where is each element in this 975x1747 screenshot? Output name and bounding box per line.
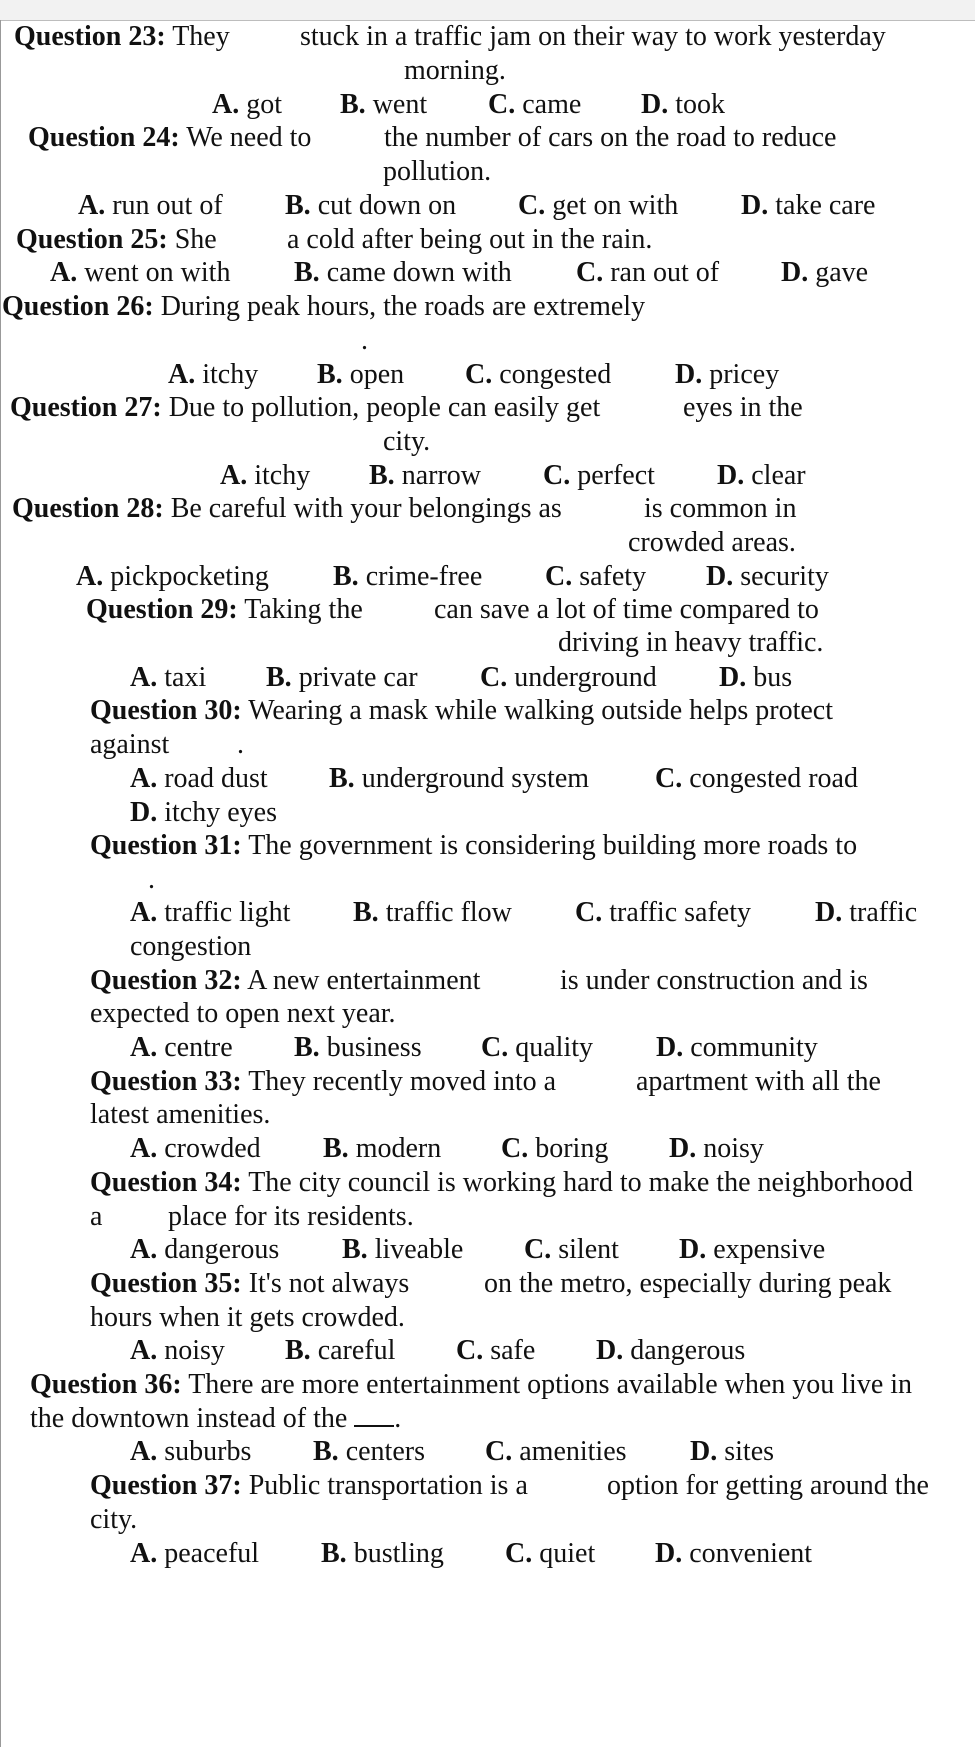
question-31-continuation: . bbox=[148, 864, 155, 895]
question-23-continuation: morning. bbox=[404, 55, 506, 86]
option-27-b[interactable]: B. narrow bbox=[369, 460, 481, 491]
question-label: Question 23: bbox=[14, 21, 166, 52]
option-29-b[interactable]: B. private car bbox=[266, 662, 418, 693]
question-33-stem: Question 33: They recently moved into a bbox=[90, 1066, 557, 1097]
question-24-continuation: pollution. bbox=[383, 156, 492, 187]
option-29-c[interactable]: C. underground bbox=[480, 662, 657, 693]
option-24-d[interactable]: D. take care bbox=[741, 190, 876, 221]
question-29-stem-rest: can save a lot of time compared to bbox=[434, 594, 819, 625]
question-36-stem: Question 36: There are more entertainment options available when you live in bbox=[30, 1369, 913, 1400]
question-27-continuation: city. bbox=[383, 426, 431, 457]
option-36-b[interactable]: B. centers bbox=[313, 1436, 425, 1467]
option-23-a[interactable]: A. got bbox=[212, 89, 283, 120]
question-25-stem-rest: a cold after being out in the rain. bbox=[287, 224, 653, 255]
option-35-a[interactable]: A. noisy bbox=[130, 1335, 225, 1366]
question-23-stem-rest: stuck in a traffic jam on their way to work yesterday bbox=[300, 21, 886, 52]
option-32-b[interactable]: B. business bbox=[294, 1032, 422, 1063]
option-30-d[interactable]: D. itchy eyes bbox=[130, 797, 277, 828]
question-26-continuation: . bbox=[361, 325, 368, 356]
question-28-stem-rest: is common in bbox=[644, 493, 797, 524]
question-37-continuation: city. bbox=[90, 1504, 138, 1535]
option-25-d[interactable]: D. gave bbox=[781, 257, 869, 288]
option-25-c[interactable]: C. ran out of bbox=[576, 257, 720, 288]
option-33-c[interactable]: C. boring bbox=[501, 1133, 609, 1164]
question-30-period: . bbox=[237, 729, 244, 760]
question-24-stem: Question 24: We need to bbox=[28, 122, 312, 153]
question-30-stem: Question 30: Wearing a mask while walking outside helps protect bbox=[90, 695, 834, 726]
option-26-a[interactable]: A. itchy bbox=[168, 359, 259, 390]
option-28-d[interactable]: D. security bbox=[706, 561, 829, 592]
option-33-d[interactable]: D. noisy bbox=[669, 1133, 764, 1164]
option-33-b[interactable]: B. modern bbox=[323, 1133, 442, 1164]
option-29-d[interactable]: D. bus bbox=[719, 662, 793, 693]
question-34-stem: Question 34: The city council is working hard to make the neighborhood bbox=[90, 1167, 914, 1198]
option-31-d[interactable]: D. traffic bbox=[815, 897, 918, 928]
question-37-stem-rest: option for getting around the bbox=[607, 1470, 929, 1501]
question-27-stem-rest: eyes in the bbox=[683, 392, 803, 423]
question-28-continuation: crowded areas. bbox=[628, 527, 796, 558]
option-27-d[interactable]: D. clear bbox=[717, 460, 806, 491]
question-32-continuation: expected to open next year. bbox=[90, 998, 396, 1029]
question-29-stem: Question 29: Taking the bbox=[86, 594, 363, 625]
question-33-stem-rest: apartment with all the bbox=[636, 1066, 881, 1097]
option-31-b[interactable]: B. traffic flow bbox=[353, 897, 512, 928]
option-30-b[interactable]: B. underground system bbox=[329, 763, 590, 794]
question-31-stem: Question 31: The government is considering building more roads to bbox=[90, 830, 858, 861]
option-33-a[interactable]: A. crowded bbox=[130, 1133, 261, 1164]
option-35-d[interactable]: D. dangerous bbox=[596, 1335, 746, 1366]
option-29-a[interactable]: A. taxi bbox=[130, 662, 207, 693]
option-26-b[interactable]: B. open bbox=[317, 359, 405, 390]
option-35-c[interactable]: C. safe bbox=[456, 1335, 536, 1366]
option-25-a[interactable]: A. went on with bbox=[50, 257, 231, 288]
option-34-d[interactable]: D. expensive bbox=[679, 1234, 826, 1265]
option-24-c[interactable]: C. get on with bbox=[518, 190, 679, 221]
option-32-c[interactable]: C. quality bbox=[481, 1032, 593, 1063]
option-30-a[interactable]: A. road dust bbox=[130, 763, 268, 794]
question-32-stem-rest: is under construction and is bbox=[560, 965, 868, 996]
option-27-c[interactable]: C. perfect bbox=[543, 460, 655, 491]
option-34-b[interactable]: B. liveable bbox=[342, 1234, 464, 1265]
question-34-continuation-rest: place for its residents. bbox=[168, 1201, 414, 1232]
option-37-a[interactable]: A. peaceful bbox=[130, 1538, 260, 1569]
option-36-c[interactable]: C. amenities bbox=[485, 1436, 627, 1467]
option-24-a[interactable]: A. run out of bbox=[78, 190, 223, 221]
option-37-b[interactable]: B. bustling bbox=[321, 1538, 444, 1569]
question-30-continuation: against bbox=[90, 729, 170, 760]
option-25-b[interactable]: B. came down with bbox=[294, 257, 512, 288]
question-37-stem: Question 37: Public transportation is a bbox=[90, 1470, 528, 1501]
option-23-d[interactable]: D. took bbox=[641, 89, 726, 120]
option-26-d[interactable]: D. pricey bbox=[675, 359, 780, 390]
option-36-d[interactable]: D. sites bbox=[690, 1436, 775, 1467]
question-32-stem: Question 32: A new entertainment bbox=[90, 965, 481, 996]
answer-blank bbox=[354, 1403, 394, 1427]
option-32-a[interactable]: A. centre bbox=[130, 1032, 233, 1063]
question-24-stem-rest: the number of cars on the road to reduce bbox=[384, 122, 837, 153]
option-36-a[interactable]: A. suburbs bbox=[130, 1436, 252, 1467]
question-29-continuation: driving in heavy traffic. bbox=[558, 627, 824, 658]
option-26-c[interactable]: C. congested bbox=[465, 359, 612, 390]
option-31-a[interactable]: A. traffic light bbox=[130, 897, 291, 928]
question-35-continuation: hours when it gets crowded. bbox=[90, 1302, 405, 1333]
question-26-stem: Question 26: During peak hours, the roads are extremely bbox=[2, 291, 646, 322]
option-34-a[interactable]: A. dangerous bbox=[130, 1234, 280, 1265]
option-37-c[interactable]: C. quiet bbox=[505, 1538, 596, 1569]
top-bar bbox=[0, 0, 975, 21]
option-35-b[interactable]: B. careful bbox=[285, 1335, 396, 1366]
question-27-stem: Question 27: Due to pollution, people can easily get bbox=[10, 392, 601, 423]
question-33-continuation: latest amenities. bbox=[90, 1099, 271, 1130]
option-37-d[interactable]: D. convenient bbox=[655, 1538, 813, 1569]
option-28-c[interactable]: C. safety bbox=[545, 561, 647, 592]
option-23-b[interactable]: B. went bbox=[340, 89, 428, 120]
option-30-c[interactable]: C. congested road bbox=[655, 763, 858, 794]
question-34-continuation: a bbox=[90, 1201, 103, 1232]
option-28-a[interactable]: A. pickpocketing bbox=[76, 561, 269, 592]
option-34-c[interactable]: C. silent bbox=[524, 1234, 619, 1265]
question-36-continuation: the downtown instead of the . bbox=[30, 1403, 402, 1434]
option-27-a[interactable]: A. itchy bbox=[220, 460, 311, 491]
option-24-b[interactable]: B. cut down on bbox=[285, 190, 457, 221]
question-23-stem: Question 23: They bbox=[14, 21, 230, 52]
question-25-stem: Question 25: She bbox=[16, 224, 217, 255]
option-31-d-continuation: congestion bbox=[130, 931, 252, 962]
option-32-d[interactable]: D. community bbox=[656, 1032, 818, 1063]
option-31-c[interactable]: C. traffic safety bbox=[575, 897, 751, 928]
option-28-b[interactable]: B. crime-free bbox=[333, 561, 483, 592]
option-23-c[interactable]: C. came bbox=[488, 89, 582, 120]
question-35-stem: Question 35: It's not always bbox=[90, 1268, 410, 1299]
question-28-stem: Question 28: Be careful with your belongings as bbox=[12, 493, 562, 524]
question-35-stem-rest: on the metro, especially during peak bbox=[484, 1268, 892, 1299]
